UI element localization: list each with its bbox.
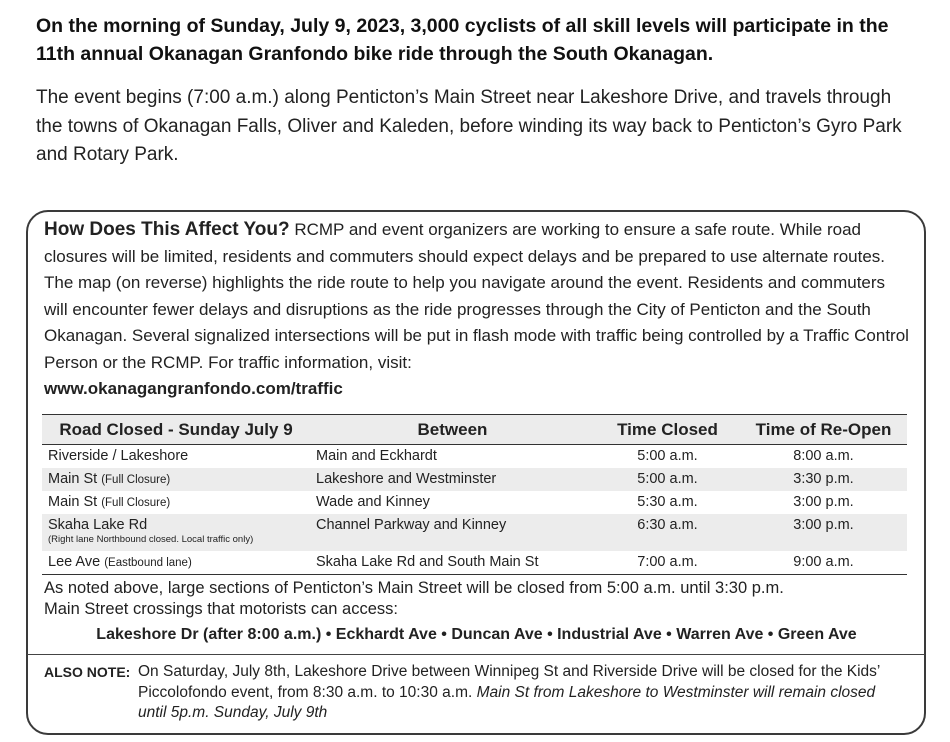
closed-cell: 5:00 a.m. xyxy=(637,448,698,464)
between-cell: Channel Parkway and Kinney xyxy=(310,514,595,551)
lead-paragraph: On the morning of Sunday, July 9, 2023, 3,000 cyclists of all skill levels will participate in the 11th annual Okanagan Granfondo bike ride through the South Okanagan. xyxy=(36,15,889,65)
road-cell xyxy=(42,468,310,491)
road-cell xyxy=(42,445,310,469)
also-note-label: ALSO NOTE: xyxy=(44,664,131,680)
intro-paragraph: The event begins (7:00 a.m.) along Penticton’s Main Street near Lakeshore Drive, and travels through the towns of Okanagan Falls, Oliver and Kaleden, before winding its way back to Penticton’s Gyro Park and Rotary Park. xyxy=(36,87,902,165)
road-subnote: (Right lane Northbound closed. Local traffic only) xyxy=(48,534,254,545)
between-cell: Main and Eckhardt xyxy=(316,448,437,464)
road-name: Lee Ave xyxy=(48,554,101,570)
road-note: (Eastbound lane) xyxy=(104,557,192,569)
road-note: (Full Closure) xyxy=(101,474,171,486)
closed-cell: 7:00 a.m. xyxy=(595,551,740,575)
road-cell xyxy=(42,551,310,575)
table-row xyxy=(42,468,907,491)
table-row xyxy=(42,514,907,551)
traffic-link[interactable]: www.okanagangranfondo.com/traffic xyxy=(44,379,343,398)
reopen-cell: 9:00 a.m. xyxy=(740,551,907,575)
table-header-row xyxy=(42,415,907,445)
between-cell: Skaha Lake Rd and South Main St xyxy=(310,551,595,575)
road-name: Main St xyxy=(48,494,98,510)
closed-cell: 5:00 a.m. xyxy=(595,468,740,491)
table-row xyxy=(42,491,907,514)
noted-section xyxy=(44,578,909,620)
header-time-closed: Time Closed xyxy=(595,415,740,445)
section-divider xyxy=(27,654,925,655)
reopen-cell: 3:00 p.m. xyxy=(793,494,854,510)
reopen-cell: 3:00 p.m. xyxy=(740,514,907,551)
table-row xyxy=(42,445,907,469)
header-road: Road Closed - Sunday July 9 xyxy=(42,415,310,445)
noted-line-2: Main Street crossings that motorists can access: xyxy=(44,600,398,618)
road-name: Riverside / Lakeshore xyxy=(48,448,189,464)
road-closure-table xyxy=(42,414,907,575)
road-name: Main St xyxy=(48,471,98,487)
closed-cell: 5:30 a.m. xyxy=(637,494,698,510)
closed-cell: 6:30 a.m. xyxy=(595,514,740,551)
also-note-section xyxy=(44,662,904,724)
road-cell xyxy=(42,491,310,514)
reopen-cell: 3:30 p.m. xyxy=(740,468,907,491)
also-note-body xyxy=(138,662,904,724)
road-cell xyxy=(42,514,310,551)
between-cell: Wade and Kinney xyxy=(316,494,430,510)
road-name: Skaha Lake Rd xyxy=(48,517,148,533)
header-between: Between xyxy=(310,415,595,445)
crossings-list: Lakeshore Dr (after 8:00 a.m.) • Eckhardt Ave • Duncan Ave • Industrial Ave • Warren Ave • Green Ave xyxy=(96,626,857,643)
table-row xyxy=(42,551,907,575)
reopen-cell: 8:00 a.m. xyxy=(793,448,854,464)
affect-section xyxy=(44,217,909,403)
also-note-text: On Saturday, July 8th, Lakeshore Drive between Winnipeg St and Riverside Drive will be closed for the Kids’ Piccolofondo event, from 8:30 a.m. to 10:30 a.m. xyxy=(138,663,880,701)
affect-body: RCMP and event organizers are working to ensure a safe route. While road closures will be limited, residents and commuters should expect delays and be prepared to use alternate routes. The map (on reverse) highlights the ride route to help you navigate around the event. Residents and commuters will encounter fewer delays and disruptions as the ride progresses through the City of Penticton and the South Okanagan. Several signalized intersections will be put in flash mode with traffic being controlled by a Traffic Control Person or the RCMP. For traffic information, visit: xyxy=(44,220,909,372)
road-note: (Full Closure) xyxy=(101,497,171,509)
header-reopen: Time of Re-Open xyxy=(740,415,907,445)
affect-heading: How Does This Affect You? xyxy=(44,219,290,240)
also-note-italic: Main St from Lakeshore to Westminster will remain closed until 5p.m. Sunday, July 9th xyxy=(138,683,876,721)
noted-line-1: As noted above, large sections of Penticton’s Main Street will be closed from 5:00 a.m. until 3:30 p.m. xyxy=(44,579,784,597)
between-cell: Lakeshore and Westminster xyxy=(310,468,595,491)
